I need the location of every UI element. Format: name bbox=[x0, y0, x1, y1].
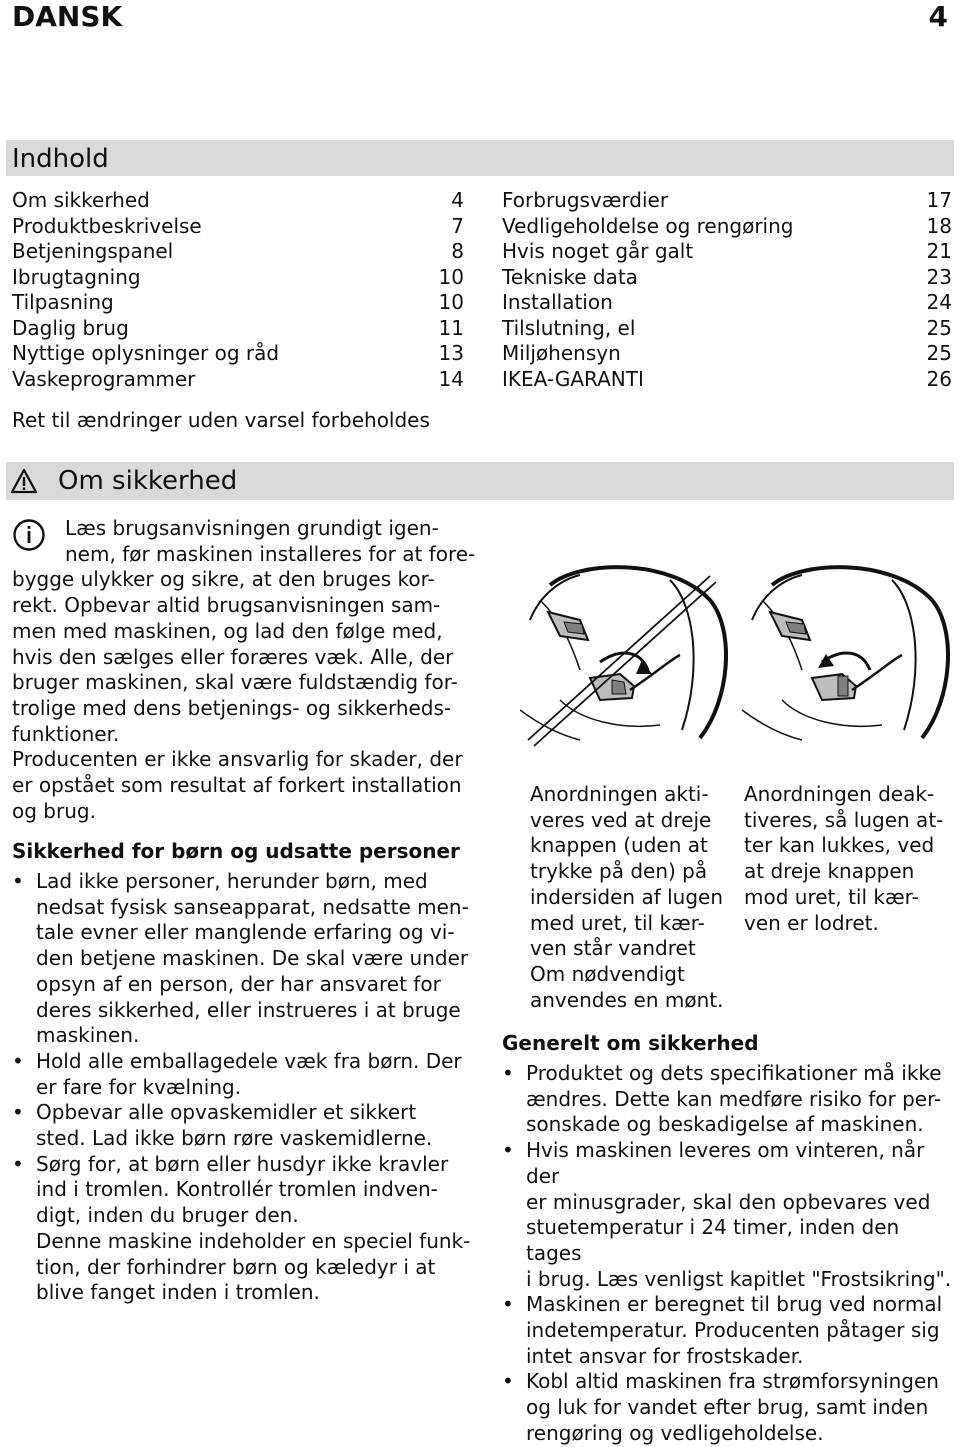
toc-right-column bbox=[502, 188, 952, 392]
toc-left-column bbox=[12, 188, 464, 392]
list-item: • Sørg for, at børn eller husdyr ikke kravler ind i tromlen. Kontrollér tromlen indven- digt, inden du bruger den. Denne maskine indeholder en speciel funk- tion, der forhindrer børn og kæledyr i at blive fanget inden i tromlen. bbox=[12, 1152, 482, 1306]
text-line: nem, før maskinen installeres for at fore- bbox=[65, 541, 476, 566]
document-language: DANSK bbox=[12, 0, 123, 33]
text-line: bygge ulykker og sikre, at den bruges kor- bbox=[12, 567, 435, 592]
change-notice: Ret til ændringer uden varsel forbeholdes bbox=[12, 408, 430, 432]
toc-entry[interactable]: Betjeningspanel 8 bbox=[12, 239, 464, 263]
list-item: • Lad ikke personer, herunder børn, med nedsat fysisk sanseapparat, nedsatte men- tale evner eller manglende erfaring og vi- den betjene maskinen. De skal være under opsyn af en person, der har ansvaret for deres sikkerhed, eller instrueres i at bruge maskinen. bbox=[12, 869, 482, 1049]
list-item: • Produktet og dets specifikationer må ikke ændres. Dette kan medføre risiko for per- sonskade og beskadigelse af maskinen. bbox=[502, 1061, 954, 1138]
activate-illustration bbox=[520, 567, 726, 746]
deactivate-caption: Anordningen deak- tiveres, så lugen at- ter kan lukkes, ved at dreje knappen mod uret, til kær- ven er lodret. bbox=[744, 782, 944, 935]
general-safety-heading: Generelt om sikkerhed bbox=[502, 1031, 759, 1055]
toc-entry[interactable]: IKEA-GARANTI 26 bbox=[502, 366, 952, 391]
children-safety-heading: Sikkerhed for børn og udsatte personer bbox=[12, 839, 460, 863]
toc-entry[interactable]: Ibrugtagning 10 bbox=[12, 264, 464, 289]
text-line: bruger maskinen, skal være fuldstændig for- bbox=[12, 670, 458, 695]
toc-entry[interactable]: Tilslutning, el 25 bbox=[502, 315, 952, 340]
toc-entry[interactable]: Nyttige oplysninger og råd 13 bbox=[12, 341, 464, 365]
page-number: 4 bbox=[928, 0, 948, 33]
children-safety-list bbox=[12, 869, 482, 1306]
toc-title: Indhold bbox=[12, 144, 109, 174]
toc-entry[interactable]: Miljøhensyn 25 bbox=[502, 341, 952, 365]
toc-entry[interactable]: Daglig brug 11 bbox=[12, 315, 464, 340]
list-item: • Hold alle emballagedele væk fra børn. Der er fare for kvælning. bbox=[12, 1049, 482, 1100]
toc-entry[interactable]: Om sikkerhed 4 bbox=[12, 188, 464, 212]
text-line: funktioner. bbox=[12, 721, 120, 746]
text-line: men med maskinen, og lad den følge med, bbox=[12, 618, 443, 643]
activate-caption: Anordningen akti- veres ved at dreje knappen (uden at trykke på den) på indersiden af lugen med uret, til kær- ven står vandret Om nødvendigt anvendes en mønt. bbox=[530, 782, 724, 1012]
warning-icon bbox=[10, 468, 38, 494]
deactivate-illustration bbox=[742, 567, 948, 740]
toc-entry[interactable]: Vedligeholdelse og rengøring 18 bbox=[502, 213, 952, 238]
toc-title-bar bbox=[6, 140, 954, 176]
text-line: hvis den sælges eller foræres væk. Alle, der bbox=[12, 644, 454, 669]
list-item: • Hvis maskinen leveres om vinteren, når der er minusgrader, skal den opbevares ved stuetemperatur i 24 timer, inden den tages i brug. Læs venligst kapitlet "Frostsikring". bbox=[502, 1138, 954, 1292]
toc-entry[interactable]: Vaskeprogrammer 14 bbox=[12, 366, 464, 391]
text-line: og brug. bbox=[12, 798, 96, 823]
toc-entry[interactable]: Tekniske data 23 bbox=[502, 264, 952, 289]
toc-entry[interactable]: Installation 24 bbox=[502, 290, 952, 314]
safety-intro bbox=[12, 516, 482, 824]
toc-entry[interactable]: Tilpasning 10 bbox=[12, 290, 464, 314]
text-line: Læs brugsanvisningen grundigt igen- bbox=[65, 516, 439, 540]
text-line: Producenten er ikke ansvarlig for skader, der bbox=[12, 747, 463, 772]
text-line: trolige med dens betjenings- og sikkerheds- bbox=[12, 695, 452, 720]
safety-title-bar bbox=[6, 462, 954, 500]
safety-title: Om sikkerhed bbox=[58, 466, 238, 496]
general-safety-list bbox=[502, 1061, 954, 1447]
list-item: • Opbevar alle opvaskemidler et sikkert sted. Lad ikke børn røre vaskemidlerne. bbox=[12, 1100, 482, 1151]
list-item: • Kobl altid maskinen fra strømforsyningen og luk for vandet efter brug, samt inden rengøring og vedligeholdelse. bbox=[502, 1369, 954, 1446]
toc-entry[interactable]: Forbrugsværdier 17 bbox=[502, 188, 952, 212]
toc-entry[interactable]: Hvis noget går galt 21 bbox=[502, 239, 952, 263]
toc-entry[interactable]: Produktbeskrivelse 7 bbox=[12, 213, 464, 238]
text-line: er opstået som resultat af forkert installation bbox=[12, 773, 462, 798]
child-lock-illustration bbox=[520, 560, 960, 750]
text-line: rekt. Opbevar altid brugsanvisningen sam- bbox=[12, 593, 441, 618]
list-item: • Maskinen er beregnet til brug ved normal indetemperatur. Producenten påtager sig intet ansvar for frostskader. bbox=[502, 1292, 954, 1369]
